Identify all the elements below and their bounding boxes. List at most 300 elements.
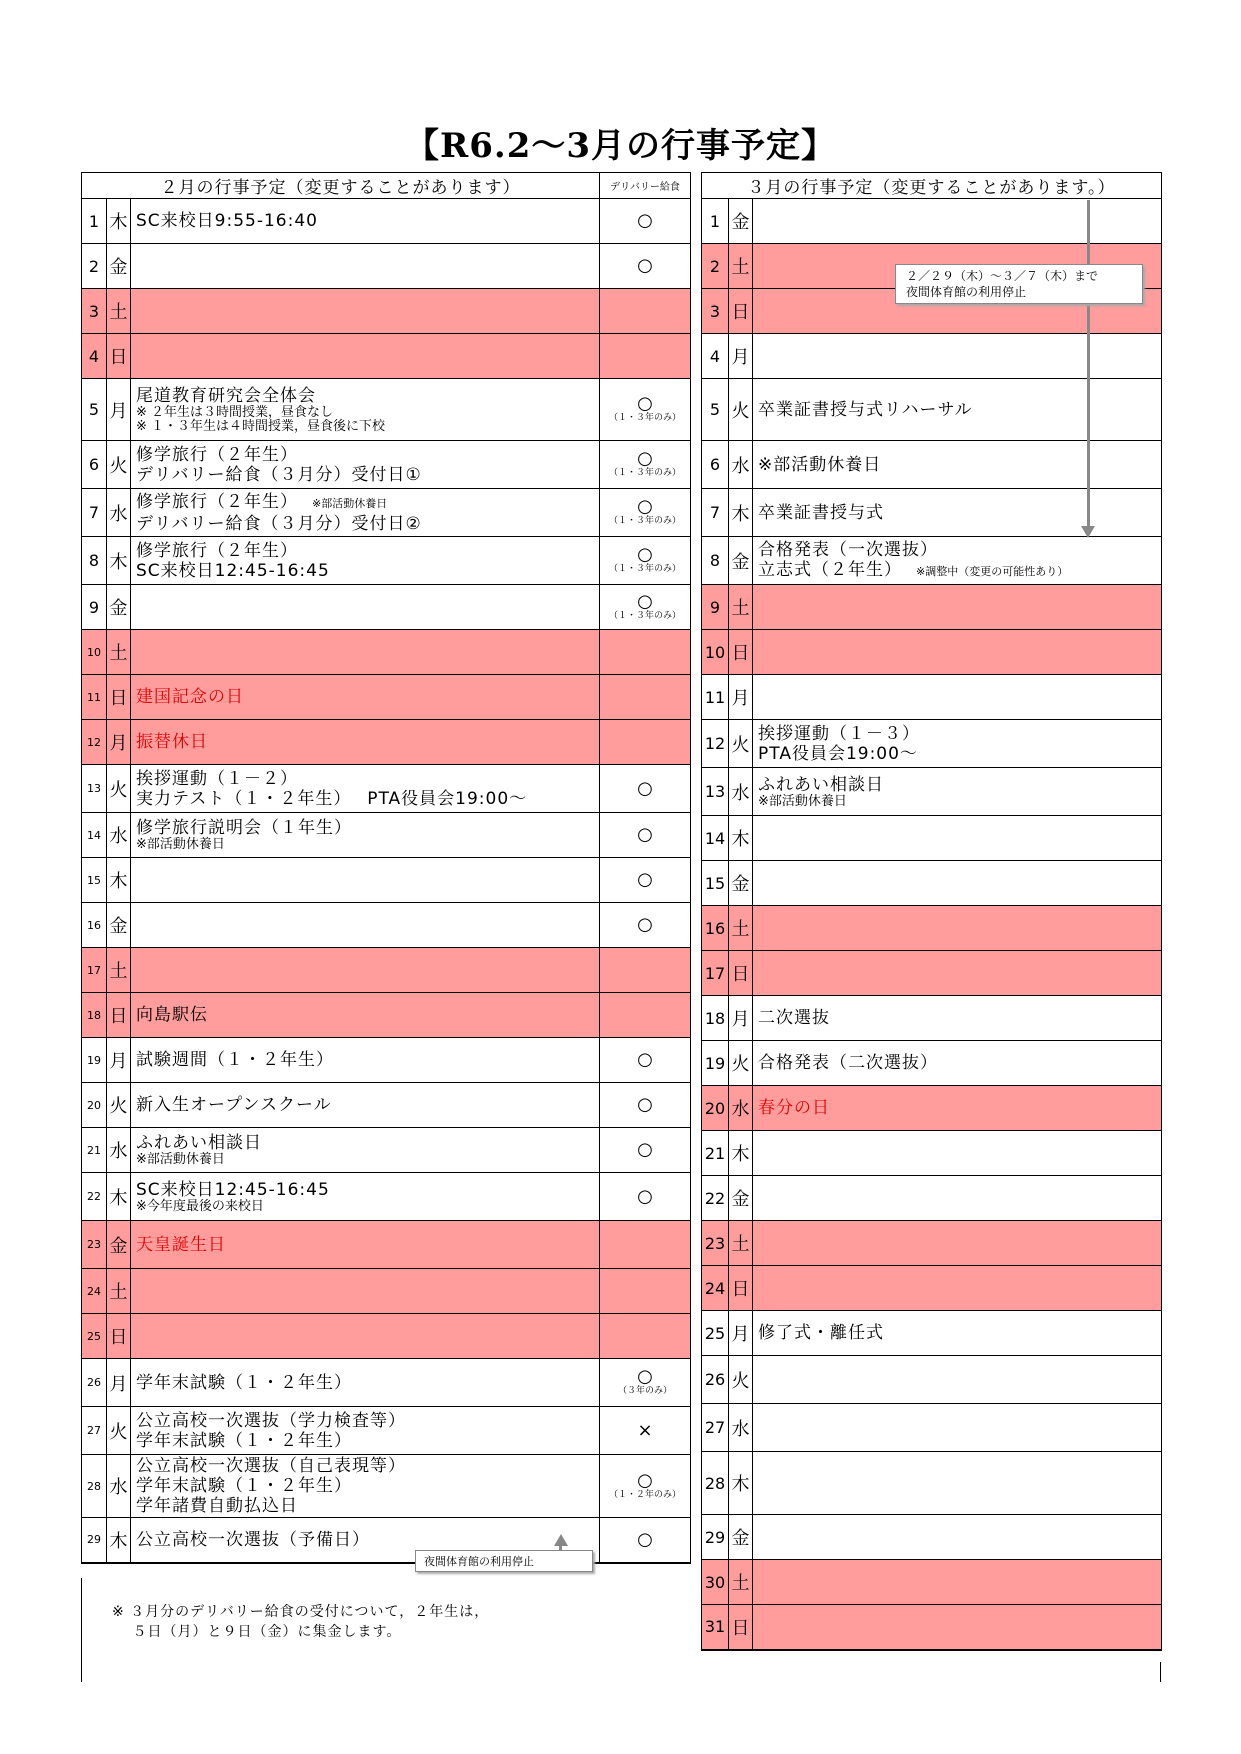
table-row [82, 1083, 691, 1128]
gym-closure-note-line: 夜間体育館の利用停止 [906, 285, 1027, 299]
weekday: 火 [107, 1083, 131, 1128]
weekday: 月 [729, 1311, 753, 1356]
meal-mark: ○ [637, 1185, 653, 1207]
event-cell [131, 489, 600, 537]
day-number: 6 [702, 441, 729, 489]
weekday: 木 [107, 858, 131, 903]
event-cell [131, 813, 600, 858]
meal-mark: ○ [637, 448, 653, 469]
meal-mark: ○ [637, 1528, 653, 1550]
delivery-meal-cell [600, 1269, 691, 1314]
event-cell [131, 1128, 600, 1173]
event-note: ※ １・３年生は４時間授業，昼食後に下校 [136, 418, 386, 434]
footnote-line: ５日（月）と９日（金）に集金します。 [112, 1624, 402, 1640]
event-cell [131, 630, 600, 675]
day-number: 1 [82, 199, 107, 244]
event-cell [131, 1455, 600, 1518]
event-cell [753, 996, 1162, 1041]
event-cell [753, 861, 1162, 906]
event-cell [753, 816, 1162, 861]
weekday: 火 [107, 1407, 131, 1455]
event-text: 修学旅行（２年生） [136, 444, 298, 465]
event-cell [753, 199, 1162, 244]
event-cell [753, 1131, 1162, 1176]
table-row [82, 1269, 691, 1314]
table-row [82, 993, 691, 1038]
day-number: 29 [82, 1518, 107, 1563]
day-number: 12 [702, 720, 729, 768]
event-text: 学年末試験（１・２年生） [136, 1430, 352, 1451]
delivery-meal-cell [600, 1455, 691, 1518]
delivery-meal-cell [600, 858, 691, 903]
table-row [82, 1407, 691, 1455]
weekday: 月 [729, 675, 753, 720]
weekday: 水 [729, 1404, 753, 1452]
delivery-meal-cell [600, 993, 691, 1038]
weekday: 日 [729, 630, 753, 675]
day-number: 22 [82, 1173, 107, 1221]
event-line [758, 560, 1161, 582]
event-text: PTA役員会19:00～ [758, 743, 918, 764]
weekday: 水 [729, 441, 753, 489]
weekday: 土 [107, 289, 131, 334]
event-cell [131, 379, 600, 441]
day-number: 7 [82, 489, 107, 537]
meal-mark: ○ [637, 1094, 653, 1115]
table-row [82, 1359, 691, 1407]
day-number: 11 [702, 675, 729, 720]
day-number: 1 [702, 199, 729, 244]
table-row [82, 630, 691, 675]
table-row [702, 1131, 1162, 1176]
day-number: 15 [82, 858, 107, 903]
event-text: 公立高校一次選抜（学力検査等） [136, 1410, 406, 1431]
meal-mark: ○ [637, 777, 653, 799]
weekday: 金 [729, 199, 753, 244]
event-text: 卒業証書授与式リハーサル [758, 399, 973, 420]
weekday: 火 [729, 379, 753, 441]
weekday: 金 [729, 1176, 753, 1221]
delivery-meal-cell [600, 489, 691, 537]
event-cell [131, 199, 600, 244]
meal-mark: ○ [637, 1139, 653, 1160]
event-text: 修学旅行説明会（１年生） [136, 818, 352, 838]
table-row [82, 948, 691, 993]
delivery-meal-cell [600, 1518, 691, 1563]
event-cell [753, 1086, 1162, 1131]
table-row [702, 1176, 1162, 1221]
event-cell [131, 675, 600, 720]
event-text: 天皇誕生日 [136, 1234, 226, 1255]
event-cell [131, 903, 600, 948]
event-cell [753, 951, 1162, 996]
event-cell [753, 379, 1162, 441]
delivery-meal-cell [600, 1359, 691, 1407]
day-number: 23 [702, 1221, 729, 1266]
weekday: 火 [107, 765, 131, 813]
weekday: 日 [107, 993, 131, 1038]
page-title: 【R6.2～3月の行事予定】 [404, 126, 837, 166]
table-row [82, 1038, 691, 1083]
gym-closure-note-march [895, 264, 1143, 304]
event-line [136, 492, 599, 514]
event-cell [753, 1311, 1162, 1356]
day-number: 28 [702, 1452, 729, 1515]
meal-mark: ○ [637, 496, 653, 517]
weekday: 木 [729, 1452, 753, 1515]
meal-mark: ○ [637, 1366, 653, 1387]
right-page-border [1160, 1662, 1161, 1682]
event-cell [131, 993, 600, 1038]
meal-mark: ○ [637, 869, 653, 890]
weekday: 日 [729, 289, 753, 334]
weekday: 土 [729, 1221, 753, 1266]
gym-closure-line [1087, 200, 1090, 528]
delivery-meal-cell [600, 1038, 691, 1083]
day-number: 2 [82, 244, 107, 289]
day-number: 14 [82, 813, 107, 858]
table-row [702, 861, 1162, 906]
weekday: 月 [729, 996, 753, 1041]
table-row [82, 334, 691, 379]
meal-mark: × [637, 1419, 653, 1441]
weekday: 水 [729, 1086, 753, 1131]
event-cell [131, 1083, 600, 1128]
event-cell [753, 585, 1162, 630]
footnote-line: ※ ３月分のデリバリー給食の受付について，２年生は， [112, 1604, 490, 1620]
delivery-meal-cell [600, 1173, 691, 1221]
march-header: ３月の行事予定（変更することがあります。） [702, 173, 1162, 199]
day-number: 5 [82, 379, 107, 441]
day-number: 18 [82, 993, 107, 1038]
event-cell [753, 630, 1162, 675]
meal-mark: ○ [637, 255, 653, 276]
weekday: 木 [729, 1131, 753, 1176]
day-number: 29 [702, 1515, 729, 1560]
table-row [702, 720, 1162, 768]
weekday: 水 [729, 768, 753, 816]
event-note: ※部活動休養日 [136, 837, 225, 852]
day-number: 17 [702, 951, 729, 996]
day-number: 23 [82, 1221, 107, 1269]
delivery-meal-cell [600, 585, 691, 630]
day-number: 27 [702, 1404, 729, 1452]
weekday: 月 [107, 720, 131, 765]
day-number: 30 [702, 1560, 729, 1605]
day-number: 21 [702, 1131, 729, 1176]
table-row [702, 1452, 1162, 1515]
weekday: 水 [107, 489, 131, 537]
gym-closure-note-february: 夜間体育館の利用停止 [415, 1550, 593, 1572]
table-row [82, 199, 691, 244]
event-cell [753, 334, 1162, 379]
event-cell [131, 1173, 600, 1221]
weekday: 火 [729, 1356, 753, 1404]
event-cell [753, 1404, 1162, 1452]
meal-mark: ○ [637, 914, 653, 935]
march-schedule-table [701, 172, 1162, 1651]
day-number: 9 [82, 585, 107, 630]
event-cell [753, 906, 1162, 951]
event-note: ※部活動休養日 [758, 793, 847, 809]
day-number: 26 [702, 1356, 729, 1404]
table-row [702, 537, 1162, 585]
event-cell [131, 585, 600, 630]
event-text: 立志式（２年生） [758, 559, 902, 580]
event-text: 実力テスト（１・２年生） PTA役員会19:00～ [136, 788, 528, 809]
event-cell [131, 948, 600, 993]
february-schedule-table [81, 172, 691, 1564]
meal-mark: ○ [637, 393, 653, 414]
delivery-meal-cell [600, 813, 691, 858]
meal-mark: ○ [637, 1469, 653, 1491]
event-text: 建国記念の日 [136, 687, 244, 707]
table-row [702, 1266, 1162, 1311]
event-cell [131, 1359, 600, 1407]
day-number: 26 [82, 1359, 107, 1407]
weekday: 土 [107, 1269, 131, 1314]
day-number: 16 [702, 906, 729, 951]
weekday: 日 [107, 675, 131, 720]
table-row [702, 199, 1162, 244]
event-cell [131, 1038, 600, 1083]
table-row [82, 489, 691, 537]
day-number: 28 [82, 1455, 107, 1518]
weekday: 金 [729, 861, 753, 906]
weekday: 火 [729, 720, 753, 768]
day-number: 6 [82, 441, 107, 489]
table-row [702, 1356, 1162, 1404]
meal-mark: ○ [637, 590, 653, 612]
event-cell [753, 720, 1162, 768]
table-row [702, 379, 1162, 441]
day-number: 31 [702, 1605, 729, 1650]
day-number: 10 [82, 630, 107, 675]
event-remark: ※部活動休養日 [312, 496, 388, 510]
table-row [82, 675, 691, 720]
event-text: 新入生オープンスクール [136, 1095, 332, 1115]
weekday: 金 [107, 1221, 131, 1269]
weekday: 土 [729, 1560, 753, 1605]
event-cell [753, 768, 1162, 816]
day-number: 19 [702, 1041, 729, 1086]
event-remark: ※調整中（変更の可能性あり） [916, 564, 1069, 578]
weekday: 日 [729, 1266, 753, 1311]
day-number: 5 [702, 379, 729, 441]
event-text: 公立高校一次選抜（予備日） [136, 1529, 370, 1550]
day-number: 27 [82, 1407, 107, 1455]
day-number: 8 [82, 537, 107, 585]
event-text: デリバリー給食（３月分）受付日② [136, 513, 422, 534]
meal-qualifier: （３年のみ） [618, 1386, 673, 1396]
event-cell [753, 441, 1162, 489]
event-cell [753, 1560, 1162, 1605]
weekday: 金 [729, 537, 753, 585]
weekday: 水 [107, 1128, 131, 1173]
event-text: SC来校日12:45-16:45 [136, 1179, 330, 1200]
event-text: ※部活動休養日 [758, 454, 882, 475]
table-row [82, 1455, 691, 1518]
delivery-meal-cell [600, 244, 691, 289]
day-number: 17 [82, 948, 107, 993]
weekday: 月 [729, 334, 753, 379]
event-text: 挨拶運動（１－２） [136, 768, 298, 789]
event-text: SC来校日12:45-16:45 [136, 560, 330, 581]
weekday: 土 [729, 585, 753, 630]
table-row [702, 334, 1162, 379]
weekday: 土 [107, 948, 131, 993]
footnote [112, 1602, 489, 1642]
event-text: 合格発表（一次選抜） [758, 539, 938, 560]
event-text: 合格発表（二次選抜） [758, 1053, 938, 1073]
event-text: ふれあい相談日 [758, 774, 884, 795]
event-text: 修学旅行（２年生） [136, 491, 298, 512]
event-text: ふれあい相談日 [136, 1133, 262, 1153]
table-row [82, 244, 691, 289]
weekday: 日 [729, 1605, 753, 1650]
day-number: 7 [702, 489, 729, 537]
table-row [82, 765, 691, 813]
meal-mark: ○ [637, 210, 653, 231]
event-text: SC来校日9:55-16:40 [136, 211, 318, 231]
weekday: 木 [107, 1173, 131, 1221]
delivery-meal-cell [600, 441, 691, 489]
event-text: 学年末試験（１・２年生） [136, 1372, 352, 1393]
event-cell [753, 537, 1162, 585]
delivery-meal-cell [600, 1128, 691, 1173]
event-text: 向島駅伝 [136, 1005, 208, 1025]
weekday: 火 [729, 1041, 753, 1086]
delivery-meal-cell [600, 1221, 691, 1269]
table-row [702, 630, 1162, 675]
table-row [702, 816, 1162, 861]
event-cell [753, 1515, 1162, 1560]
table-row [82, 441, 691, 489]
delivery-meal-cell [600, 537, 691, 585]
event-cell [131, 537, 600, 585]
weekday: 木 [729, 489, 753, 537]
weekday: 日 [107, 334, 131, 379]
table-row [702, 1515, 1162, 1560]
delivery-meal-cell [600, 630, 691, 675]
day-number: 8 [702, 537, 729, 585]
weekday: 火 [107, 441, 131, 489]
event-text: 公立高校一次選抜（自己表現等） [136, 1456, 406, 1476]
table-row [702, 768, 1162, 816]
event-text: 卒業証書授与式 [758, 502, 884, 523]
event-cell [131, 1269, 600, 1314]
day-number: 4 [702, 334, 729, 379]
event-note: ※部活動休養日 [136, 1152, 225, 1167]
delivery-meal-cell [600, 948, 691, 993]
table-row [702, 675, 1162, 720]
delivery-meal-cell [600, 720, 691, 765]
meal-mark: ○ [637, 544, 653, 565]
table-row [82, 585, 691, 630]
day-number: 13 [82, 765, 107, 813]
event-cell [753, 1605, 1162, 1650]
day-number: 21 [82, 1128, 107, 1173]
day-number: 19 [82, 1038, 107, 1083]
event-cell [753, 1041, 1162, 1086]
event-cell [131, 289, 600, 334]
event-cell [131, 1314, 600, 1359]
event-text: 振替休日 [136, 732, 208, 752]
event-cell [753, 1266, 1162, 1311]
meal-qualifier: （１・３年のみ） [609, 516, 682, 526]
weekday: 土 [729, 906, 753, 951]
event-text: 学年諸費自動払込日 [136, 1496, 298, 1516]
day-number: 16 [82, 903, 107, 948]
event-cell [131, 334, 600, 379]
table-row [702, 1605, 1162, 1650]
event-note: ※今年度最後の来校日 [136, 1198, 264, 1214]
table-row [82, 1128, 691, 1173]
day-number: 4 [82, 334, 107, 379]
day-number: 12 [82, 720, 107, 765]
weekday: 金 [107, 903, 131, 948]
february-header: ２月の行事予定（変更することがあります） [82, 173, 600, 199]
table-row [82, 813, 691, 858]
event-cell [753, 1452, 1162, 1515]
weekday: 水 [107, 1455, 131, 1518]
table-row [702, 996, 1162, 1041]
meal-mark: ○ [637, 1049, 653, 1070]
event-text: 修学旅行（２年生） [136, 540, 298, 561]
delivery-meal-cell [600, 289, 691, 334]
day-number: 25 [702, 1311, 729, 1356]
weekday: 木 [729, 816, 753, 861]
day-number: 9 [702, 585, 729, 630]
table-row [82, 1518, 691, 1563]
delivery-meal-cell [600, 675, 691, 720]
event-text: 尾道教育研究会全体会 [136, 385, 316, 406]
table-row [82, 289, 691, 334]
table-row [82, 903, 691, 948]
weekday: 土 [107, 630, 131, 675]
table-row [702, 585, 1162, 630]
table-row [702, 1404, 1162, 1452]
day-number: 3 [82, 289, 107, 334]
event-cell [753, 1176, 1162, 1221]
table-row [702, 441, 1162, 489]
delivery-meal-cell [600, 1314, 691, 1359]
weekday: 日 [107, 1314, 131, 1359]
left-page-border [81, 1578, 82, 1682]
event-text: 挨拶運動（１－３） [758, 723, 920, 744]
delivery-meal-header: デリバリー給食 [600, 173, 691, 199]
gym-closure-arrow-down-icon [1081, 526, 1095, 538]
event-cell [131, 720, 600, 765]
table-row [702, 1221, 1162, 1266]
meal-mark: ○ [637, 824, 653, 845]
delivery-meal-cell [600, 379, 691, 441]
day-number: 14 [702, 816, 729, 861]
table-row [82, 537, 691, 585]
weekday: 月 [107, 1359, 131, 1407]
event-text: 修了式・離任式 [758, 1323, 884, 1343]
event-cell [131, 1407, 600, 1455]
table-row [82, 720, 691, 765]
event-cell [753, 489, 1162, 537]
day-number: 10 [702, 630, 729, 675]
delivery-meal-cell [600, 334, 691, 379]
day-number: 18 [702, 996, 729, 1041]
table-row [702, 1086, 1162, 1131]
table-row [702, 951, 1162, 996]
meal-qualifier: （１・３年のみ） [609, 413, 682, 423]
day-number: 22 [702, 1176, 729, 1221]
